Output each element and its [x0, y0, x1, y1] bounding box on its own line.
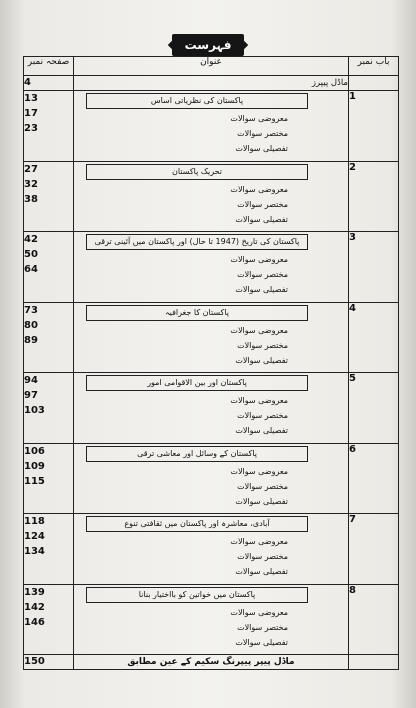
- page-number: 23: [24, 123, 38, 134]
- chapter-topic: [74, 443, 349, 514]
- chapter-title: پاکستان کے وسائل اور معاشی ترقی: [86, 446, 308, 462]
- page-number: 97: [24, 390, 38, 401]
- subtopic-item: تفصیلی سوالات: [235, 144, 288, 153]
- page-number: 64: [24, 264, 38, 275]
- chapter-subtopics: [74, 603, 348, 650]
- page-number: 38: [24, 193, 38, 205]
- chapter-number: 3: [349, 232, 399, 303]
- chapter-row[interactable]: [24, 514, 399, 585]
- chapter-title: پاکستان میں خواتین کو بااختیار بنانا: [86, 587, 308, 603]
- page-number: 80: [24, 319, 38, 331]
- chapter-row[interactable]: [24, 161, 399, 232]
- page-number: 146: [24, 616, 45, 628]
- page-number: 139: [24, 586, 45, 598]
- page-number: 94: [24, 375, 38, 386]
- subtopic-item: معروضی سوالات: [230, 184, 288, 194]
- chapter-pages: [24, 302, 74, 373]
- chapter-number: 4: [349, 302, 399, 373]
- chapter-topic: [74, 91, 349, 162]
- chapter-topic: [74, 161, 349, 232]
- chapter-topic: [74, 373, 349, 444]
- subtopic-item: تفصیلی سوالات: [235, 355, 288, 365]
- chapter-topic: [74, 584, 349, 655]
- chapter-number: 6: [349, 443, 399, 514]
- subtopic-item: تفصیلی سوالات: [235, 214, 288, 224]
- header-row: [24, 57, 399, 76]
- footer-page: 150: [24, 655, 74, 670]
- chapters-table: [23, 90, 399, 670]
- subtopic-item: معروضی سوالات: [230, 255, 288, 264]
- page-number: 109: [24, 460, 45, 472]
- page-number: 32: [24, 178, 38, 190]
- subtopic-item: مختصر سوالات: [237, 340, 288, 350]
- page-title: فہرست: [172, 34, 244, 56]
- chapter-topic: [74, 302, 349, 373]
- subtopic-item: تفصیلی سوالات: [235, 285, 288, 294]
- chapter-topic: [74, 232, 349, 303]
- chapter-pages: [24, 232, 74, 303]
- toc-table: [23, 56, 399, 91]
- chapter-number: 7: [349, 514, 399, 585]
- page-number: 89: [24, 334, 38, 346]
- page-number: 73: [24, 304, 38, 316]
- chapter-subtopics: [74, 180, 348, 227]
- chapter-pages: [24, 514, 74, 585]
- model-papers-row[interactable]: [24, 76, 399, 91]
- header-topic: عنوان: [74, 57, 349, 76]
- page-number: 17: [24, 108, 38, 119]
- subtopic-item: مختصر سوالات: [237, 129, 288, 138]
- page-number: 27: [24, 163, 38, 175]
- subtopic-item: تفصیلی سوالات: [235, 567, 288, 576]
- model-papers-title: ماڈل پیپرز: [74, 76, 349, 91]
- chapter-row[interactable]: [24, 91, 399, 162]
- chapter-subtopics: [74, 321, 348, 368]
- page-number: 50: [24, 249, 38, 260]
- footer-row[interactable]: [24, 655, 399, 670]
- subtopic-item: مختصر سوالات: [237, 199, 288, 209]
- chapter-subtopics: [74, 391, 348, 438]
- subtopic-item: تفصیلی سوالات: [235, 637, 288, 647]
- chapter-subtopics: [74, 462, 348, 509]
- chapter-pages: [24, 443, 74, 514]
- subtopic-item: مختصر سوالات: [237, 481, 288, 491]
- chapter-title: پاکستان کا جغرافیہ: [86, 305, 308, 321]
- subtopic-item: معروضی سوالات: [230, 396, 288, 405]
- subtopic-item: معروضی سوالات: [230, 537, 288, 546]
- chapter-title: پاکستان اور بین الاقوامی امور: [86, 375, 308, 391]
- subtopic-item: مختصر سوالات: [237, 411, 288, 420]
- page-number: 118: [24, 516, 45, 527]
- chapter-row[interactable]: [24, 373, 399, 444]
- page-number: 106: [24, 445, 45, 457]
- chapter-row[interactable]: [24, 584, 399, 655]
- header-chapter-no: باب نمبر: [349, 57, 399, 76]
- page-number: 42: [24, 234, 38, 245]
- subtopic-item: معروضی سوالات: [230, 466, 288, 476]
- page-number: 142: [24, 601, 45, 613]
- footer-title: ماڈل پیپر پیپرنگ سکیم کے عین مطابق: [74, 655, 349, 670]
- chapter-row[interactable]: [24, 302, 399, 373]
- subtopic-item: مختصر سوالات: [237, 622, 288, 632]
- chapter-title: آبادی، معاشرہ اور پاکستان میں ثقافتی تنوع: [86, 516, 308, 532]
- chapter-number: 5: [349, 373, 399, 444]
- page-number: 13: [24, 93, 38, 104]
- chapter-number: 8: [349, 584, 399, 655]
- chapter-title: تحریک پاکستان: [86, 164, 308, 180]
- subtopic-item: مختصر سوالات: [237, 270, 288, 279]
- chapter-pages: [24, 161, 74, 232]
- chapter-pages: [24, 91, 74, 162]
- chapter-topic: [74, 514, 349, 585]
- page-number: 134: [24, 546, 45, 557]
- chapter-row[interactable]: [24, 443, 399, 514]
- chapter-number: 1: [349, 91, 399, 162]
- chapter-pages: [24, 373, 74, 444]
- chapter-title: پاکستان کی نظریاتی اساس: [86, 93, 308, 109]
- chapter-subtopics: [74, 109, 348, 156]
- model-papers-page: 4: [24, 76, 74, 91]
- subtopic-item: مختصر سوالات: [237, 552, 288, 561]
- subtopic-item: تفصیلی سوالات: [235, 426, 288, 435]
- page-number: 124: [24, 531, 45, 542]
- chapter-row[interactable]: [24, 232, 399, 303]
- chapter-subtopics: [74, 250, 348, 297]
- page-number: 115: [24, 475, 45, 487]
- chapter-pages: [24, 584, 74, 655]
- header-page-no: صفحہ نمبر: [24, 57, 74, 76]
- subtopic-item: معروضی سوالات: [230, 114, 288, 123]
- subtopic-item: تفصیلی سوالات: [235, 496, 288, 506]
- chapter-title: پاکستان کی تاریخ (1947 تا حال) اور پاکستان میں آئینی ترقی: [86, 234, 308, 250]
- chapter-number: 2: [349, 161, 399, 232]
- chapter-subtopics: [74, 532, 348, 579]
- subtopic-item: معروضی سوالات: [230, 325, 288, 335]
- page-number: 103: [24, 405, 45, 416]
- subtopic-item: معروضی سوالات: [230, 607, 288, 617]
